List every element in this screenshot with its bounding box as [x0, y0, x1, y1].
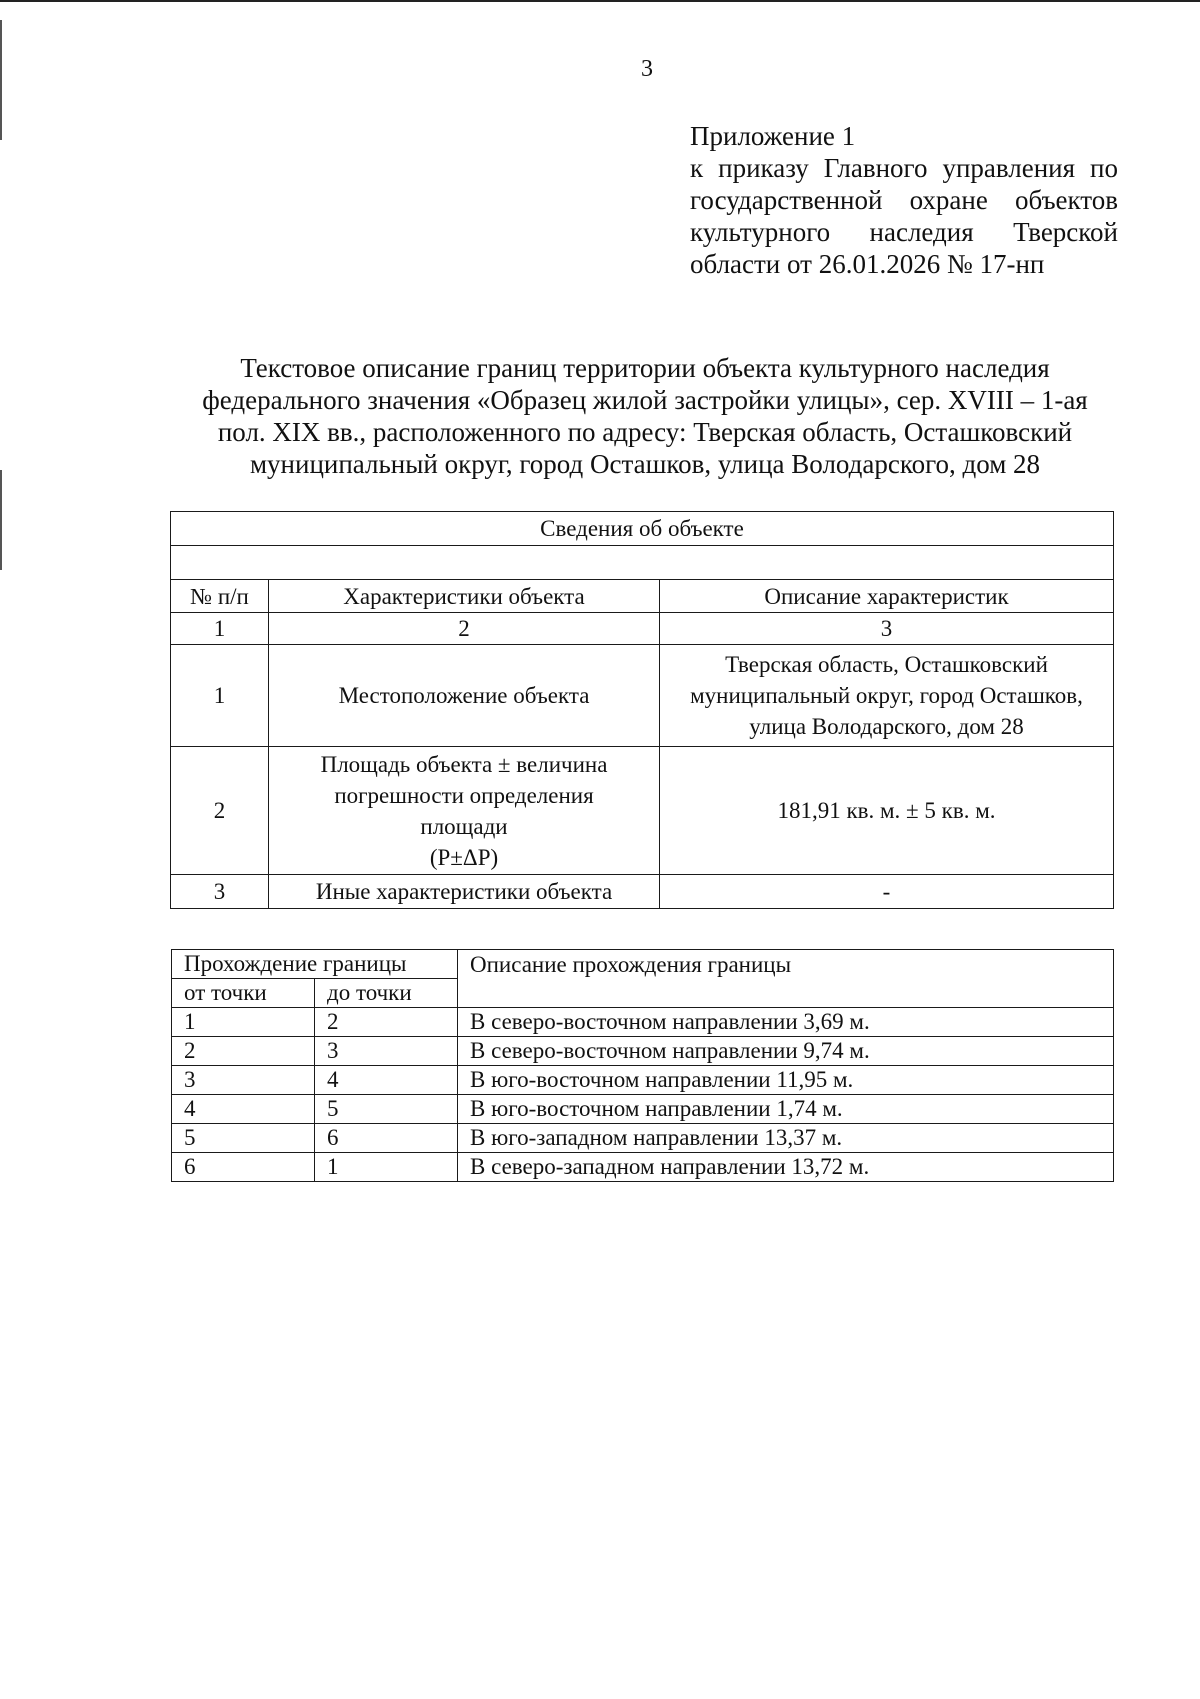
cell-line: - — [882, 879, 891, 904]
table-row — [172, 1095, 1114, 1124]
column-header: Описание характеристик — [660, 580, 1114, 613]
cell-line: Иные характеристики объекта — [315, 879, 613, 904]
boundary-table — [171, 949, 1114, 1182]
column-header: Характеристики объекта — [269, 580, 660, 613]
boundary-from: 5 — [172, 1124, 315, 1153]
table-caption: Сведения об объекте — [171, 512, 1114, 546]
boundary-description: В юго-восточном направлении 1,74 м. — [458, 1095, 1114, 1124]
page-number: 3 — [641, 56, 653, 82]
row-description — [660, 645, 1114, 747]
document-title — [160, 352, 1130, 480]
table-row — [171, 747, 1114, 875]
boundary-to: 3 — [315, 1037, 458, 1066]
boundary-to: 4 — [315, 1066, 458, 1095]
boundary-header-row — [172, 950, 1114, 979]
boundary-from-header: от точки — [172, 979, 315, 1008]
table-row — [171, 875, 1114, 909]
boundary-description-header: Описание прохождения границы — [458, 950, 1114, 1008]
appendix-line: к приказу Главного управления по — [690, 153, 1118, 183]
document-title-line: муниципальный округ, город Осташков, улица Володарского, дом 28 — [249, 449, 1041, 479]
boundary-description: В северо-западном направлении 13,72 м. — [458, 1153, 1114, 1182]
cell-line: муниципальный округ, город Осташков, — [690, 683, 1083, 708]
appendix-line: культурного наследия Тверской — [690, 217, 1118, 247]
appendix-line: государственной охране объектов — [690, 185, 1118, 215]
column-number: 3 — [660, 613, 1114, 645]
boundary-from: 1 — [172, 1008, 315, 1037]
row-number: 1 — [171, 645, 269, 747]
table-header-row — [171, 580, 1114, 613]
boundary-description: В юго-западном направлении 13,37 м. — [458, 1124, 1114, 1153]
boundary-description: В юго-восточном направлении 11,95 м. — [458, 1066, 1114, 1095]
boundary-to: 6 — [315, 1124, 458, 1153]
row-description — [660, 875, 1114, 909]
object-info-table — [170, 511, 1114, 909]
document-title-line: Текстовое описание границ территории объекта культурного наследия — [240, 353, 1050, 383]
cell-line: погрешности определения — [334, 782, 594, 808]
boundary-passage-header: Прохождение границы — [172, 950, 458, 979]
column-header: № п/п — [171, 580, 269, 613]
table-row — [172, 1037, 1114, 1066]
table-row — [172, 1124, 1114, 1153]
boundary-from: 3 — [172, 1066, 315, 1095]
cell-line: улица Володарского, дом 28 — [749, 714, 1024, 739]
cell-line: Местоположение объекта — [338, 683, 590, 708]
boundary-to: 5 — [315, 1095, 458, 1124]
boundary-to: 2 — [315, 1008, 458, 1037]
table-row — [172, 1153, 1114, 1182]
appendix-line: области от 26.01.2026 № 17-нп — [690, 249, 1045, 279]
cell-line: (Р±ΔР) — [429, 844, 499, 870]
scan-top-edge — [0, 0, 1200, 2]
boundary-description: В северо-восточном направлении 3,69 м. — [458, 1008, 1114, 1037]
cell-line: площади — [420, 813, 508, 839]
scan-margin-mark — [0, 470, 2, 570]
table-row — [172, 1066, 1114, 1095]
column-number-row — [171, 613, 1114, 645]
appendix-block — [690, 120, 1118, 280]
document-title-line: пол. XIX вв., расположенного по адресу: Тверская область, Осташковский — [217, 417, 1073, 447]
table-empty-cell — [171, 546, 1114, 580]
cell-line: Площадь объекта ± величина — [320, 751, 608, 777]
row-number: 3 — [171, 875, 269, 909]
table-row — [172, 1008, 1114, 1037]
appendix-title: Приложение 1 — [690, 121, 856, 151]
boundary-to: 1 — [315, 1153, 458, 1182]
document-title-line: федерального значения «Образец жилой застройки улицы», сер. XVIII – 1-ая — [202, 385, 1088, 415]
row-number: 2 — [171, 747, 269, 875]
row-characteristic — [269, 747, 660, 875]
cell-line: 181,91 кв. м. ± 5 кв. м. — [777, 798, 996, 823]
boundary-to-header: до точки — [315, 979, 458, 1008]
row-characteristic — [269, 645, 660, 747]
cell-line: Тверская область, Осташковский — [725, 652, 1048, 677]
boundary-from: 6 — [172, 1153, 315, 1182]
table-caption-row — [171, 512, 1114, 546]
boundary-description: В северо-восточном направлении 9,74 м. — [458, 1037, 1114, 1066]
row-characteristic — [269, 875, 660, 909]
row-description — [660, 747, 1114, 875]
boundary-from: 4 — [172, 1095, 315, 1124]
column-number: 2 — [269, 613, 660, 645]
table-row — [171, 645, 1114, 747]
boundary-from: 2 — [172, 1037, 315, 1066]
column-number: 1 — [171, 613, 269, 645]
table-empty-row — [171, 546, 1114, 580]
